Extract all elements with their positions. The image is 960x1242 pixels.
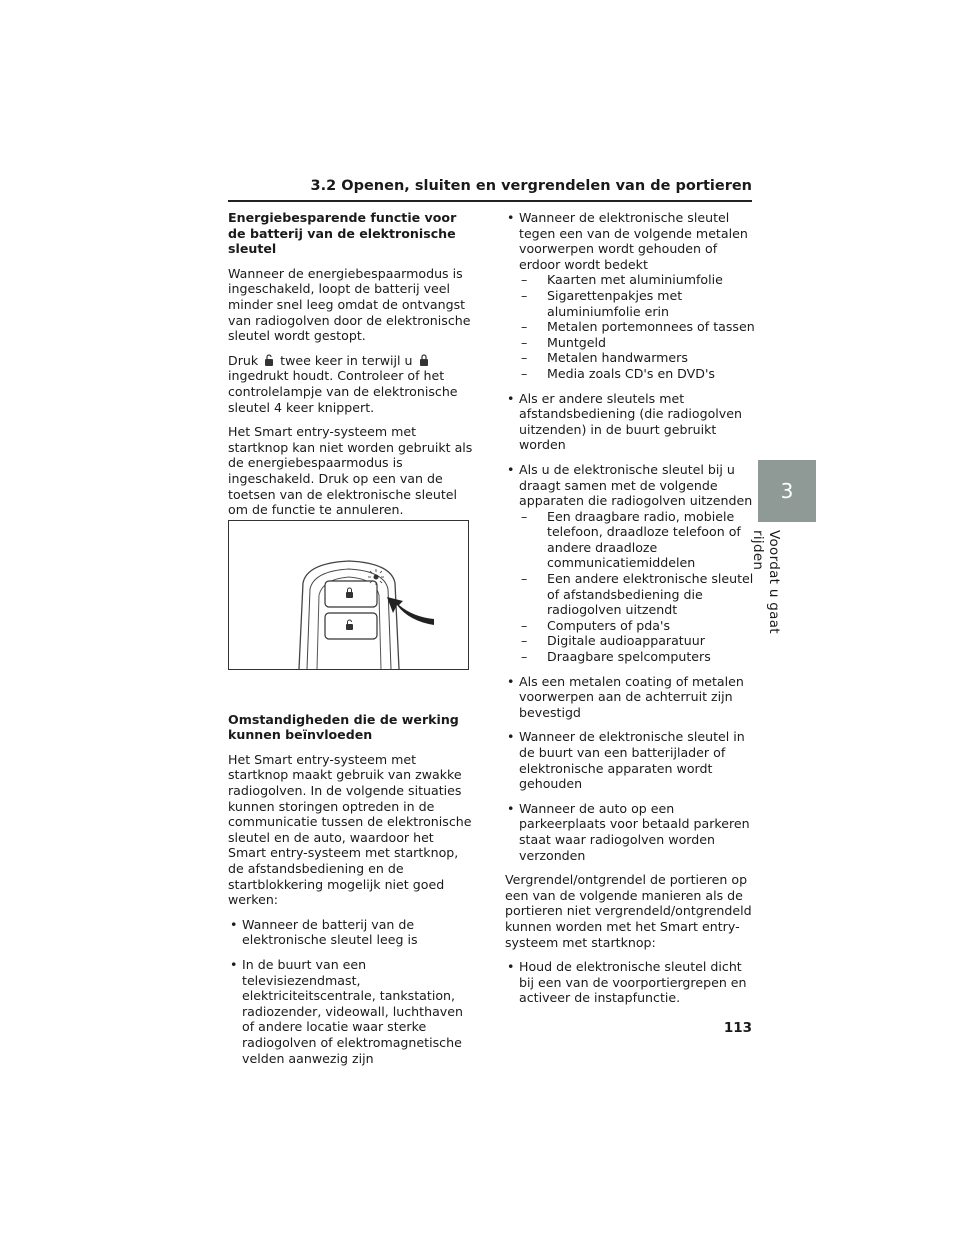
press-text-c: ingedrukt houdt. Controleer of het controlelampje van de elektronische sleutel 4 keer knippert.: [228, 368, 458, 415]
section-header: 3.2 Openen, sluiten en vergrendelen van de portieren: [310, 178, 752, 194]
heading-energy-saving: Energiebesparende functie voor de batterij van de elektronische sleutel: [228, 210, 457, 257]
list-item: • Wanneer de batterij van de elektronische sleutel leeg is: [228, 917, 473, 948]
chapter-label: Voordat u gaat rijden: [750, 530, 782, 634]
list-item: [505, 210, 755, 382]
sub-item: – Muntgeld: [521, 334, 607, 350]
arrow-shape: [387, 597, 434, 625]
sub-item: – Sigarettenpakjes met aluminiumfolie erin: [521, 287, 683, 319]
sub-item: – Een draagbare radio, mobiele telefoon, draadloze telefoon of andere draadloze communicatiemiddelen: [521, 508, 741, 571]
chapter-tab: 3: [758, 460, 816, 522]
bullet-text: • Wanneer de elektronische sleutel tegen een van de volgende metalen voorwerpen wordt gehouden of erdoor wordt bedekt: [519, 210, 748, 272]
sub-item: – Computers of pda's: [521, 617, 671, 633]
heading-conditions: Omstandigheden die de werking kunnen beïnvloeden: [228, 711, 459, 743]
press-text-b: twee keer in terwijl u: [280, 352, 413, 368]
bullet-text: • Als u de elektronische sleutel bij u draagt samen met de volgende apparaten die radiogolven uitzenden: [519, 461, 753, 509]
sub-item: – Metalen portemonnees of tassen: [521, 319, 755, 335]
list-item: • Als een metalen coating of metalen voorwerpen aan de achterruit zijn bevestigd: [505, 674, 755, 721]
list-item: • Wanneer de auto op een parkeerplaats voor betaald parkeren staat waar radiogolven worden verzonden: [505, 801, 755, 863]
sub-item: – Een andere elektronische sleutel of afstandsbediening die radiogolven uitzendt: [521, 571, 754, 618]
list-item: • In de buurt van een televisiezendmast, elektriciteitscentrale, tankstation, radiozender, videowall, luchthaven of andere locatie waar sterke radiogolven of elektromagnetische velden aanwezig zijn: [228, 957, 473, 1066]
page-number: 113: [723, 1020, 752, 1036]
key-fob-illustration: [228, 520, 469, 670]
lock-icon: [419, 354, 429, 366]
paragraph-press-instructions: [228, 353, 473, 415]
sub-item: – Media zoals CD's en DVD's: [521, 365, 715, 381]
list-item: • Houd de elektronische sleutel dicht bij een van de voorportiergrepen en activeer de instapfunctie.: [505, 959, 755, 1006]
sub-item: – Metalen handwarmers: [521, 350, 688, 366]
unlock-icon: [264, 354, 274, 366]
paragraph-lock-unlock: Vergrendel/ontgrendel de portieren op een van de volgende manieren als de portieren niet vergrendeld/ontgrendeld kunnen worden met het Smart entry-systeem met startknop:: [505, 872, 752, 950]
key-fob-drawing: [229, 521, 468, 669]
right-column: [505, 210, 755, 1015]
paragraph-smart-entry-disabled: Het Smart entry-systeem met startknop kan niet worden gebruikt als de energiebespaarmodus is ingeschakeld. Druk op een van de toetsen van de elektronische sleutel om de functie te annuleren.: [228, 424, 473, 518]
sub-item: – Draagbare spelcomputers: [521, 649, 711, 665]
list-item: • Als er andere sleutels met afstandsbediening (die radiogolven uitzenden) in de buurt gebruikt worden: [505, 391, 755, 453]
header-divider: [228, 200, 752, 202]
paragraph-energy-mode: Wanneer de energiebespaarmodus is ingeschakeld, loopt de batterij veel minder snel leeg omdat de ontvangst van radiogolven door de elektronische sleutel wordt gestopt.: [228, 265, 471, 344]
list-item: [505, 462, 755, 665]
sub-item: – Digitale audioapparatuur: [521, 633, 705, 649]
press-text-a: Druk: [228, 352, 259, 368]
list-item: • Wanneer de elektronische sleutel in de buurt van een batterijlader of elektronische apparaten wordt gehouden: [505, 729, 755, 791]
paragraph-radio-waves: Het Smart entry-systeem met startknop maakt gebruik van zwakke radiogolven. In de volgende situaties kunnen storingen optreden in de communicatie tussen de elektronische sleutel en de auto, waardoor het Smart entry-systeem met startknop, de afstandsbediening en de startblokkering mogelijk niet goed werken:: [228, 751, 472, 908]
sub-item: – Kaarten met aluminiumfolie: [521, 272, 723, 288]
